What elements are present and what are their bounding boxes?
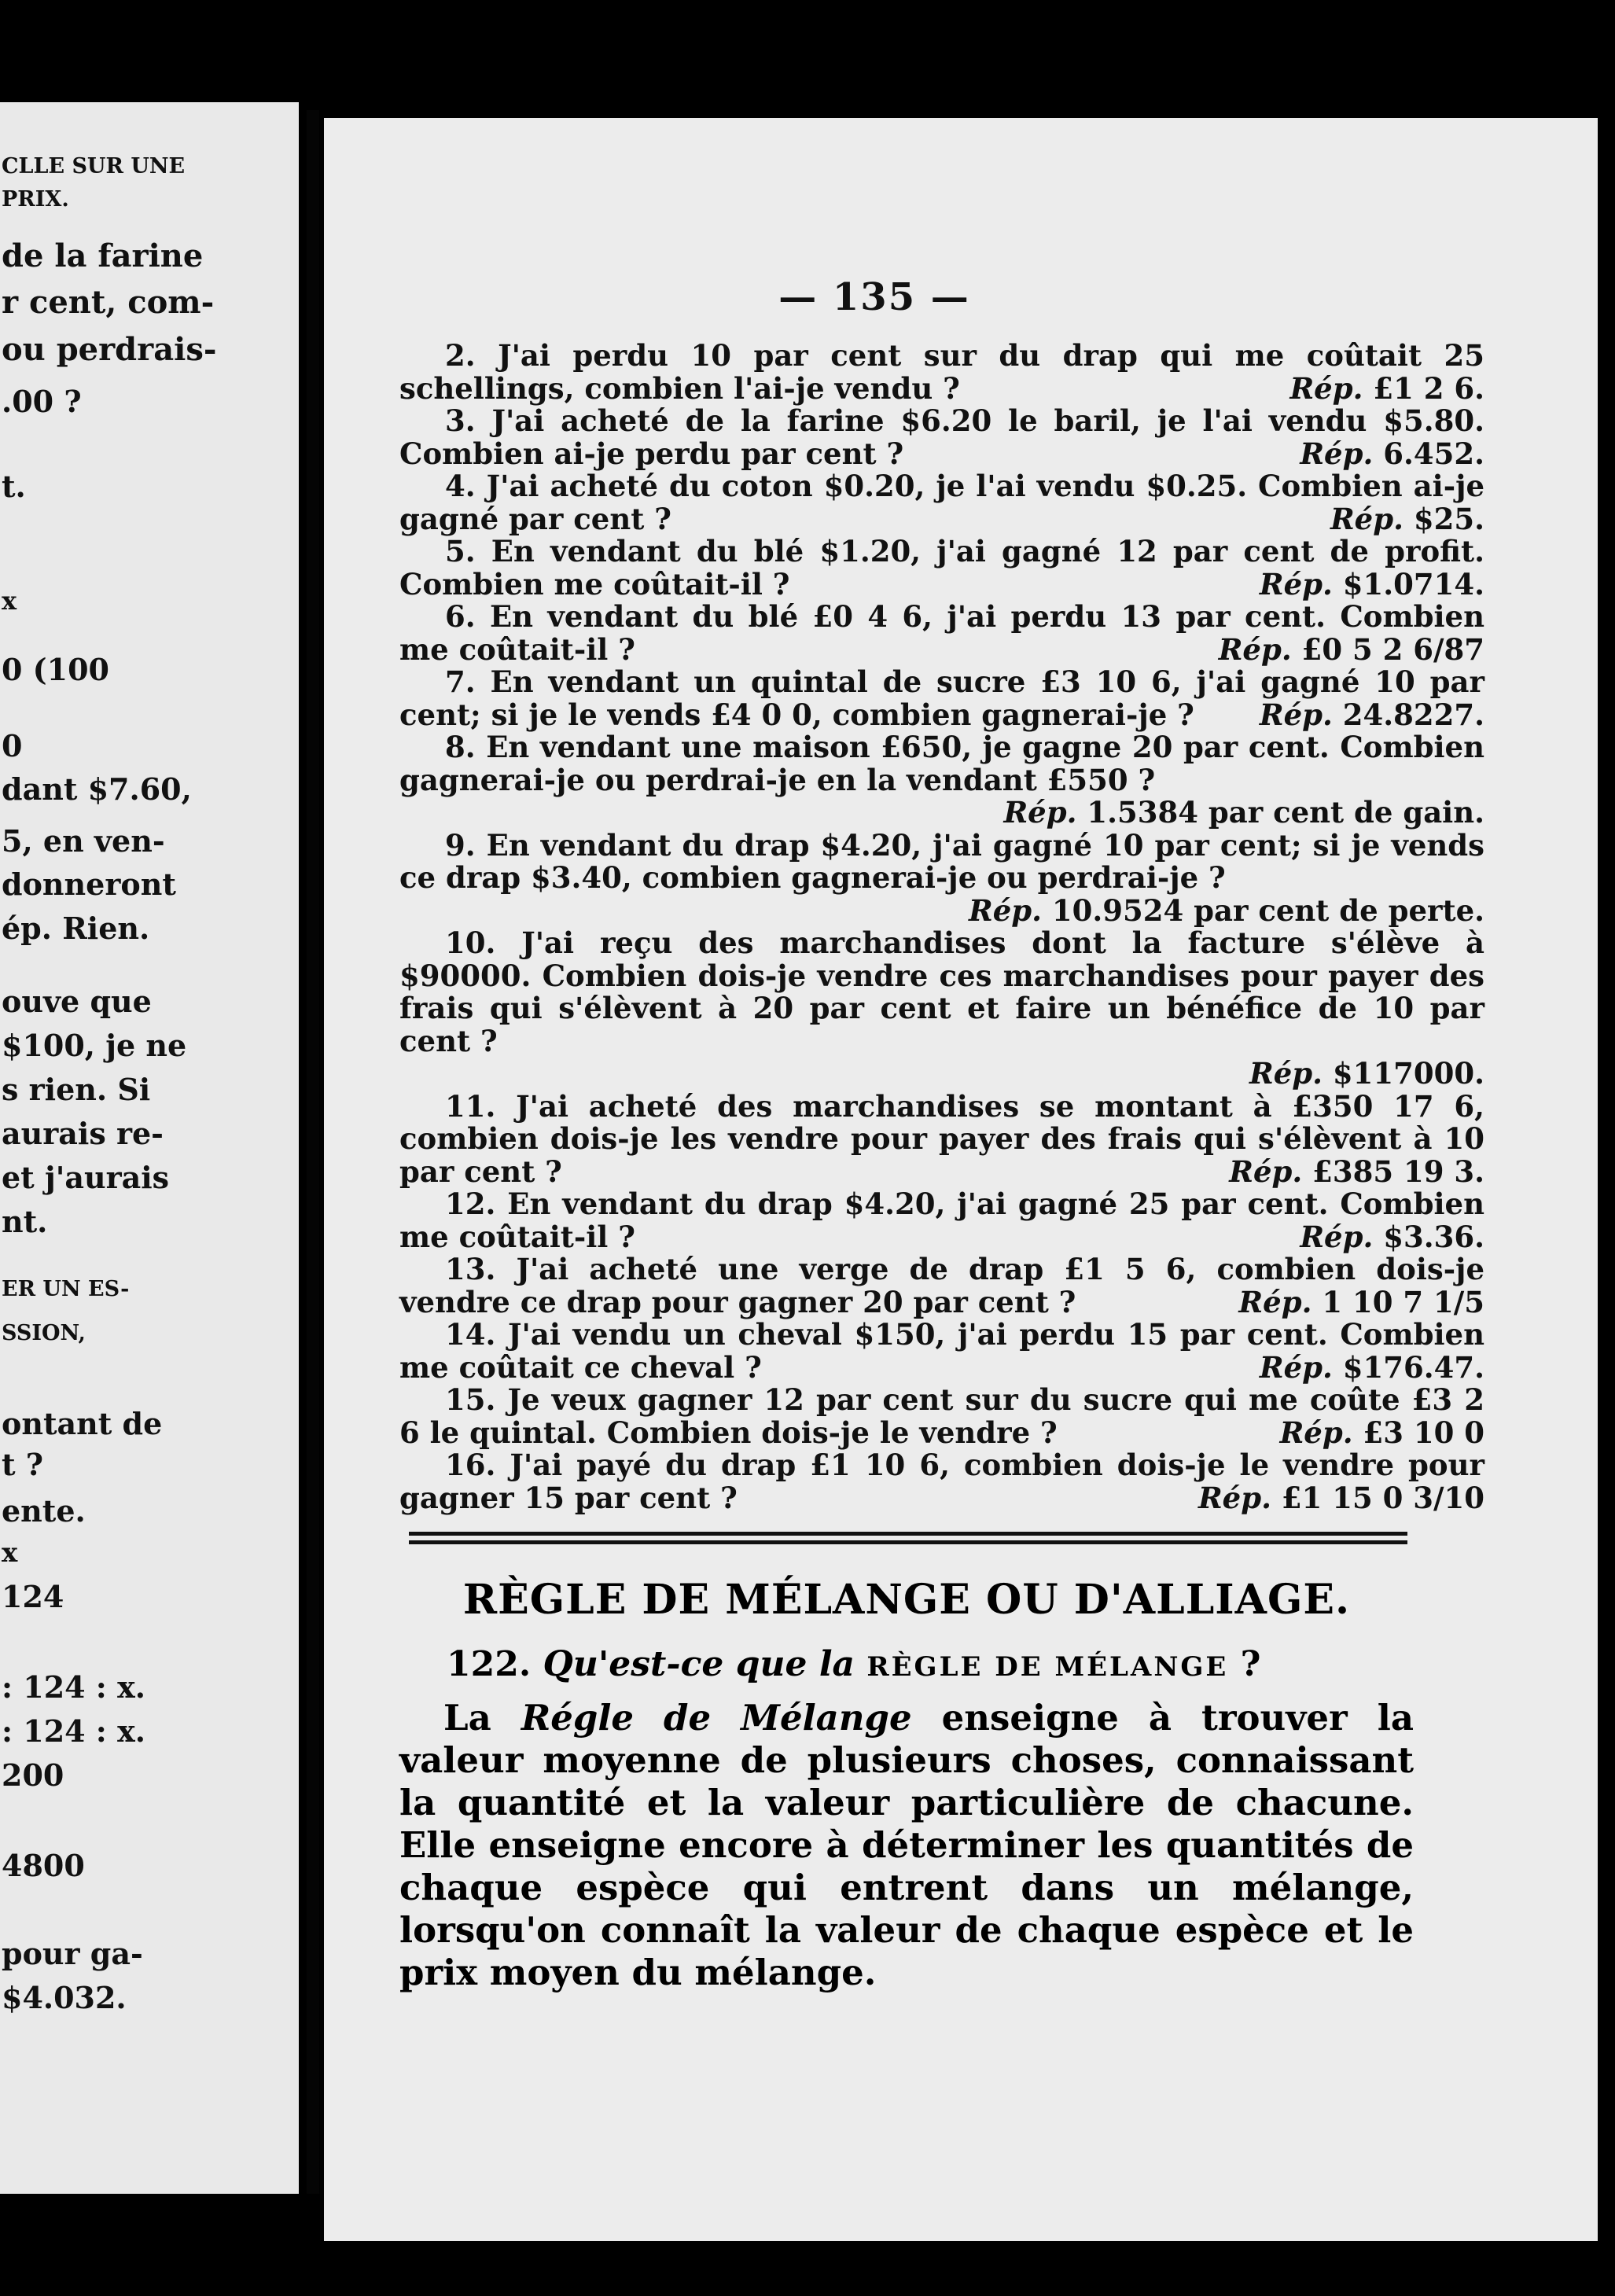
left-page-text-fragment: dant $7.60, <box>2 771 192 808</box>
answer-label: Rép. <box>1238 1284 1312 1319</box>
left-page-text-fragment: aurais re- <box>2 1116 164 1152</box>
exercise-text: 3. J'ai acheté de la farine $6.20 le baril, je l'ai vendu $5.80. Combien ai-je perdu par cent ? <box>399 403 1484 471</box>
left-page-text-fragment: 4800 <box>2 1848 85 1884</box>
answer-value: £1 15 0 3/10 <box>1281 1480 1484 1515</box>
answer-value: £1 2 6. <box>1373 370 1484 406</box>
left-page-text-fragment: SSION, <box>2 1320 86 1345</box>
answer-value: £0 5 2 6/87 <box>1301 631 1484 667</box>
answer-label: Rép. <box>1003 795 1077 830</box>
left-page-text-fragment: ente. <box>2 1493 86 1529</box>
exercise-list <box>399 340 1484 1514</box>
answer-value: $117000. <box>1332 1056 1484 1091</box>
left-page-text-fragment: ou perdrais- <box>2 330 217 368</box>
question-number: 122. <box>447 1644 532 1684</box>
left-page-text-fragment: ontant de <box>2 1405 163 1441</box>
question-end: ? <box>1240 1644 1261 1684</box>
left-page-text-fragment: .00 ? <box>2 383 82 419</box>
exercise-item <box>399 1253 1484 1319</box>
exercise-text: 5. En vendant du blé $1.20, j'ai gagné 12 par cent de profit. Combien me coûtait-il ? <box>399 534 1484 602</box>
answer-value: $3.36. <box>1383 1219 1484 1254</box>
answer-value: 1.5384 par cent de gain. <box>1087 795 1484 830</box>
exercise-item <box>399 1319 1484 1384</box>
exercise-item <box>399 1088 1484 1189</box>
exercise-text: 6. En vendant du blé £0 4 6, j'ai perdu 13 par cent. Combien me coûtait-il ? <box>399 599 1484 667</box>
section-heading: RÈGLE DE MÉLANGE OU D'ALLIAGE. <box>462 1576 1351 1624</box>
left-page-text-fragment: pour ga- <box>2 1935 143 1971</box>
left-page-text-fragment: donneront <box>2 867 176 903</box>
left-page-text-fragment: et j'aurais <box>2 1159 170 1195</box>
left-page-text-fragment: ép. Rien. <box>2 911 150 947</box>
answer-label: Rép. <box>1279 1415 1353 1450</box>
answer-label: Rép. <box>1218 631 1292 667</box>
left-page-text-fragment: 0 <box>2 727 23 763</box>
paragraph-term: Régle de Mélange <box>521 1697 912 1739</box>
exercise-text: 14. J'ai vendu un cheval $150, j'ai perdu 15 par cent. Combien me coûtait ce cheval ? <box>399 1317 1484 1385</box>
answer-label: Rép. <box>1249 1056 1323 1091</box>
page-content <box>399 340 1484 1994</box>
answer-value: 1 10 7 1/5 <box>1322 1284 1484 1319</box>
answer-label: Rép. <box>1229 1154 1303 1189</box>
exercise-text: 7. En vendant un quintal de sucre £3 10 6, j'ai gagné 10 par cent; si je le vends £4 0 0, combien gagnerai-je ? <box>399 664 1484 732</box>
exercise-item <box>399 731 1484 830</box>
exercise-text: 2. J'ai perdu 10 par cent sur du drap qui me coûtait 25 schellings, combien l'ai-je vendu ? <box>399 338 1484 406</box>
left-page-text-fragment: : 124 : x. <box>2 1669 145 1705</box>
left-page-text-fragment: $100, je ne <box>2 1028 187 1064</box>
left-page-text-fragment: PRIX. <box>2 187 69 212</box>
left-page-text-fragment: de la farine <box>2 237 204 274</box>
left-page-text-fragment: 200 <box>2 1757 64 1793</box>
question-122 <box>447 1644 1484 1684</box>
section-divider <box>409 1532 1407 1544</box>
answer-value: 6.452. <box>1383 436 1484 471</box>
exercise-item <box>399 1384 1484 1449</box>
answer-label: Rép. <box>1300 1219 1374 1254</box>
answer-label: Rép. <box>1259 697 1333 732</box>
exercise-answer <box>399 892 1484 928</box>
left-page-text-fragment: ouve que <box>2 984 152 1020</box>
question-term: RÈGLE DE MÉLANGE <box>866 1651 1229 1683</box>
left-page-text-fragment: CLLE SUR UNE <box>2 153 186 178</box>
answer-label: Rép. <box>1197 1480 1271 1515</box>
question-lead: Qu'est-ce que la <box>543 1644 855 1684</box>
exercise-answer <box>399 797 1484 830</box>
exercise-item <box>399 927 1484 1091</box>
exercise-text: 8. En vendant une maison £650, je gagne 20 par cent. Combien gagnerai-je ou perdrai-je en la vendant £550 ? <box>399 730 1484 797</box>
left-page-text-fragment: : 124 : x. <box>2 1713 145 1749</box>
left-page-fragment <box>0 102 299 2194</box>
exercise-text: 16. J'ai payé du drap £1 10 6, combien dois-je le vendre pour gagner 15 par cent ? <box>399 1448 1484 1515</box>
exercise-text: 11. J'ai acheté des marchandises se montant à £350 17 6, combien dois-je les vendre pour payer des frais qui s'élèvent à 10 par cent ? <box>399 1088 1484 1189</box>
exercise-text: 9. En vendant du drap $4.20, j'ai gagné 10 par cent; si je vends ce drap $3.40, combien gagnerai-je ou perdrai-je ? <box>399 827 1484 895</box>
answer-value: 10.9524 par cent de perte. <box>1051 892 1484 928</box>
answer-label: Rép. <box>968 892 1042 928</box>
left-page-text-fragment: t ? <box>2 1446 44 1482</box>
exercise-item <box>399 827 1484 928</box>
left-page-text-fragment: 124 <box>2 1578 64 1614</box>
answer-value: £3 10 0 <box>1363 1415 1484 1450</box>
left-page-text-fragment: r cent, com- <box>2 284 215 322</box>
page-gutter-divider <box>307 110 319 2194</box>
left-page-text-fragment: ER UN ES- <box>2 1276 130 1301</box>
answer-label: Rép. <box>1289 370 1363 406</box>
exercise-item <box>399 601 1484 666</box>
exercise-item <box>399 1188 1484 1253</box>
left-page-text-fragment: x <box>2 1537 18 1569</box>
exercise-text: 15. Je veux gagner 12 par cent sur du sucre qui me coûte £3 2 6 le quintal. Combien dois-je le vendre ? <box>399 1382 1484 1450</box>
answer-value: $25. <box>1413 501 1484 536</box>
exercise-text: 4. J'ai acheté du coton $0.20, je l'ai vendu $0.25. Combien ai-je gagné par cent ? <box>399 469 1484 536</box>
answer-label: Rép. <box>1259 1349 1333 1385</box>
exercise-answer <box>399 1058 1484 1091</box>
right-page <box>324 118 1598 2241</box>
page-number: — 135 — <box>778 275 970 319</box>
exercise-item <box>399 1449 1484 1514</box>
exercise-item <box>399 666 1484 731</box>
paragraph-body: enseigne à trouver la valeur moyenne de plusieurs choses, connaissant la quantité et la valeur particulière de chacune. Elle enseigne encore à déterminer les quantités de chaque espèce qui entrent dans un mélange, lorsqu'on connaît la valeur de chaque espèce et le prix moyen du mélange. <box>399 1697 1415 1993</box>
exercise-item <box>399 535 1484 601</box>
left-page-text-fragment: s rien. Si <box>2 1072 151 1108</box>
left-page-text-fragment: nt. <box>2 1203 48 1239</box>
answer-value: £385 19 3. <box>1312 1154 1484 1189</box>
exercise-item <box>399 340 1484 405</box>
exercise-text: 13. J'ai acheté une verge de drap £1 5 6, combien dois-je vendre ce drap pour gagner 20 par cent ? <box>399 1252 1484 1319</box>
answer-label: Rép. <box>1259 566 1333 602</box>
left-page-text-fragment: $4.032. <box>2 1979 127 2015</box>
answer-value: $1.0714. <box>1342 566 1484 602</box>
left-page-text-fragment: 5, en ven- <box>2 822 165 859</box>
left-page-text-fragment: 0 (100 <box>2 651 109 687</box>
left-page-text-fragment: t. <box>2 468 26 504</box>
answer-value: 24.8227. <box>1342 697 1484 732</box>
paragraph-lead: La <box>443 1697 491 1739</box>
answer-label: Rép. <box>1300 436 1374 471</box>
exercise-text: 10. J'ai reçu des marchandises dont la facture s'élève à $90000. Combien dois-je vendre ces marchandises pour payer des frais qui s'élèvent à 20 par cent et faire un bénéfice de 10 par cent ? <box>399 925 1484 1058</box>
exercise-text: 12. En vendant du drap $4.20, j'ai gagné 25 par cent. Combien me coûtait-il ? <box>399 1187 1484 1254</box>
answer-value: $176.47. <box>1342 1349 1484 1385</box>
exercise-item <box>399 405 1484 470</box>
answer-label: Rép. <box>1330 501 1403 536</box>
left-page-text-fragment: x <box>2 585 17 616</box>
exercise-item <box>399 470 1484 535</box>
definition-paragraph <box>399 1697 1414 1994</box>
